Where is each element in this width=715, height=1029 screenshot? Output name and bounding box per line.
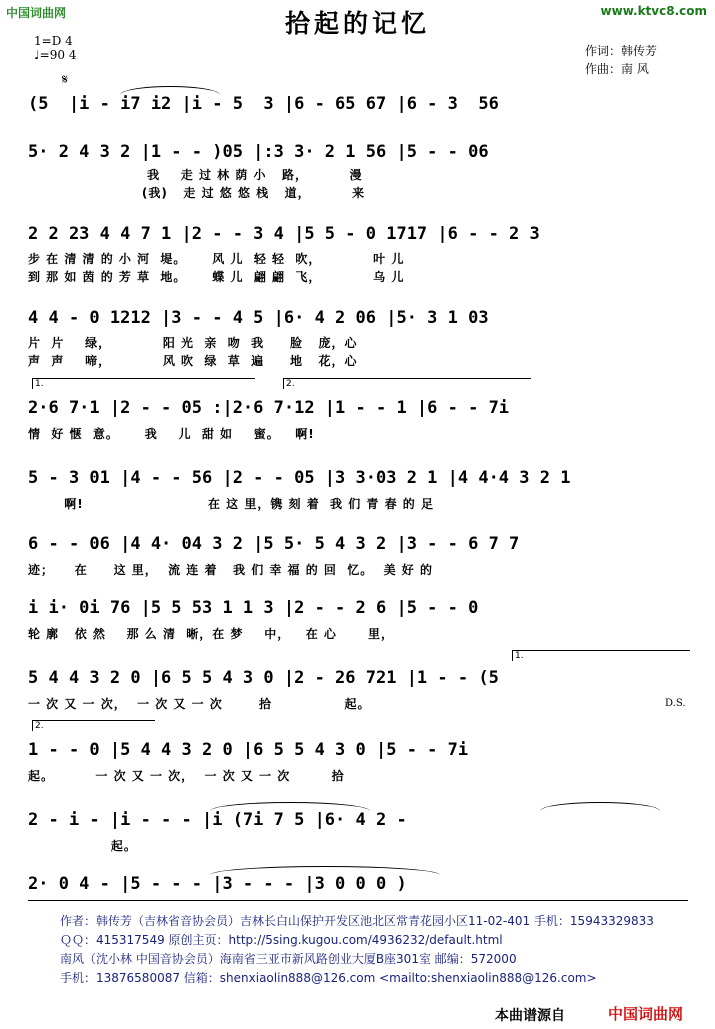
tie <box>210 866 440 875</box>
music-line: i i· 0i 76 |5 5 53 1 1 3 |2 - - 2 6 |5 - - 0 <box>28 598 479 618</box>
tie <box>540 802 660 811</box>
contact-email: 手机：13876580087 信箱：shenxiaolin888@126.com <mailto:shenxiaolin888@126.com> <box>60 971 597 985</box>
music-line: 2·6 7·1 |2 - - 05 :|2·6 7·12 |1 - - 1 |6 - - 7i <box>28 398 510 418</box>
site-logo-left: 中国词曲网 <box>6 6 67 20</box>
lyrics-verse-1: 片 片 绿， 阳 光 亲 吻 我 脸 庞，心 <box>28 336 358 350</box>
author-info: 作者：韩传芳（吉林省音协会员）吉林长白山保护开发区池北区常青花园小区11-02-401 手机：15943329833 <box>60 914 654 928</box>
key-label: 1=D <box>34 34 62 48</box>
volta-1-second: 1. <box>512 650 690 661</box>
time-top: 4 <box>65 34 73 48</box>
lyrics-verse-2: (我) 走 过 悠 悠 栈 道， 来 <box>28 186 366 200</box>
divider <box>28 900 688 901</box>
song-title: 拾起的记忆 <box>284 9 430 38</box>
lyrics: 一 次 又 一 次， 一 次 又 一 次 拾 起。 <box>28 697 371 711</box>
tempo: ♩=90 <box>34 48 65 62</box>
lyrics-verse-2: 声 声 啼， 风 吹 绿 草 遍 地 花，心 <box>28 354 358 368</box>
music-line: 6 - - 06 |4 4· 04 3 2 |5 5· 5 4 3 2 |3 - - 6 7 7 <box>28 534 520 554</box>
lyrics: 情 好 惬 意。 我 儿 甜 如 蜜。 啊! <box>28 427 315 441</box>
lyrics-verse-1: 我 走 过 林 荫 小 路， 漫 <box>28 168 363 182</box>
credits <box>585 42 657 78</box>
lyrics: 啊! 在 这 里，镌 刻 着 我 们 青 春 的 足 <box>28 497 434 511</box>
music-line: 5· 2 4 3 2 |1 - - )05 |:3 3· 2 1 56 |5 - - 06 <box>28 142 489 162</box>
music-line: 4 4 - 0 1212 |3 - - 4 5 |6· 4 2 06 |5· 3 1 03 <box>28 308 489 328</box>
tie <box>210 802 370 811</box>
site-url-right: www.ktvc8.com <box>600 4 707 18</box>
music-line: 1 - - 0 |5 4 4 3 2 0 |6 5 5 4 3 0 |5 - - 7i <box>28 740 469 760</box>
slur <box>120 86 220 95</box>
time-bottom: 4 <box>68 48 77 62</box>
lyricist: 作词：韩传芳 <box>585 44 658 58</box>
music-line: (5 |i - i7 i2 |i - 5 3 |6 - 65 67 |6 - 3 56 <box>28 94 499 114</box>
music-line: 2 2 23 4 4 7 1 |2 - - 3 4 |5 5 - 0 1717 |6 - - 2 3 <box>28 224 540 244</box>
key-signature <box>34 34 76 62</box>
footer-info <box>60 912 710 988</box>
composer-info: 南风（沈小林 中国音协会员）海南省三亚市新风路创业大厦B座301室 邮编：572000 <box>60 952 517 966</box>
segno-mark: 𝄋 <box>62 72 69 88</box>
lyrics: 轮 廓 依 然 那 么 清 晰，在 梦 中， 在 心 里， <box>28 627 394 641</box>
music-line: 5 - 3 01 |4 - - 56 |2 - - 05 |3 3·03 2 1 |4 4·4 3 2 1 <box>28 468 571 488</box>
volta-2: 2. <box>283 378 531 389</box>
music-line: 2· 0 4 - |5 - - - |3 - - - |3 0 0 0 ) <box>28 874 407 894</box>
lyrics: 迹； 在 这 里， 流 连 着 我 们 幸 福 的 回 忆。 美 好 的 <box>28 563 433 577</box>
lyrics-verse-2: 到 那 如 茵 的 芳 草 地。 蝶 儿 翩 翩 飞， 乌 儿 <box>28 270 405 284</box>
qq-homepage: ＱＱ：415317549 原创主页：http://5sing.kugou.com/4936232/default.html <box>60 933 503 947</box>
volta-1: 1. <box>32 378 255 389</box>
source-label: 本曲谱源自 <box>495 1008 565 1024</box>
volta-2-second: 2. <box>32 720 155 731</box>
source-site: 中国词曲网 <box>608 1005 684 1023</box>
music-line: 5 4 4 3 2 0 |6 5 5 4 3 0 |2 - 26 721 |1 - - (5 <box>28 668 499 688</box>
lyrics: 起。 一 次 又 一 次， 一 次 又 一 次 拾 <box>28 769 345 783</box>
ds-mark: D.S. <box>665 698 686 709</box>
composer: 作曲：南 风 <box>585 62 649 76</box>
lyrics-verse-1: 步 在 清 清 的 小 河 堤。 风 儿 轻 轻 吹， 叶 儿 <box>28 252 405 266</box>
music-line: 2 - i - |i - - - |i (7i 7 5 |6· 4 2 - <box>28 810 407 830</box>
lyrics: 起。 <box>28 839 137 853</box>
